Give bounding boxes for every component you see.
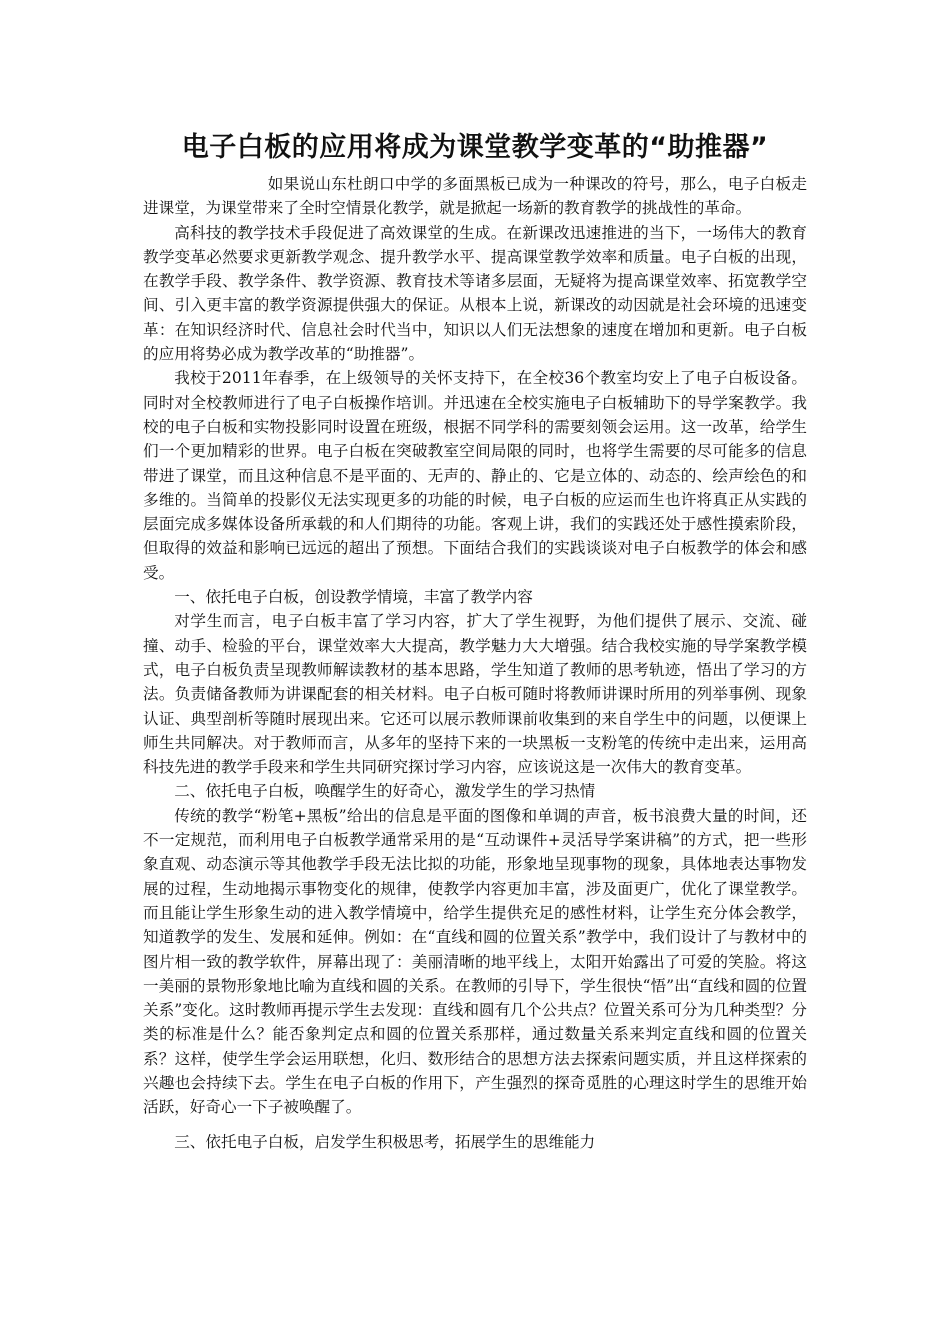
section-heading-3: 三、依托电子白板，启发学生积极思考，拓展学生的思维能力 <box>174 1132 596 1151</box>
paragraph-section-1-body: 对学生而言，电子白板丰富了学习内容，扩大了学生视野，为他们提供了展示、交流、碰撞、动手、检验的平台，课堂效率大大提高，教学魅力大大增强。结合我校实施的导学案教学模式，电子白板负责呈现教师解读教材的基本思路，学生知道了教师的思考轨迹，悟出了学习的方法。负责储备教师为讲课配套的相关材料。电子白板可随时将教师讲课时所用的列举事例、现象认证、典型剖析等随时展现出来。它还可以展示教师课前收集到的来自学生中的问题，以便课上师生共同解决。对于教师而言，从多年的坚持下来的一块黑板一支粉笔的传统中走出来，运用高科技先进的教学手段来和学生共同研究探讨学习内容，应该说这是一次伟大的教育变革。 <box>143 612 807 777</box>
document-title: 电子白板的应用将成为课堂教学变革的“助推器” <box>181 132 769 163</box>
paragraph-school-practice: 我校于2011年春季，在上级领导的关怀支持下，在全校36个教室均安上了电子白板设备。同时对全校教师进行了电子白板操作培训。并迅速在全校实施电子白板辅助下的导学案教学。我校的电子白板和实物投影同时设置在班级，根据不同学科的需要刻领会运用。这一改革，给学生们一个更加精彩的世界。电子白板在突破教室空间局限的同时，也将学生需要的尽可能多的信息带进了课堂，而且这种信息不是平面的、无声的、静止的、它是立体的、动态的、绘声绘色的和多维的。当简单的投影仪无法实现更多的功能的时候，电子白板的应运而生也许将真正从实践的层面完成多媒体设备所承载的和人们期待的功能。客观上讲，我们的实践还处于感性摸索阶段，但取得的效益和影响已远远的超出了预想。下面结合我们的实践谈谈对电子白板教学的体会和感受。 <box>143 369 807 582</box>
paragraph-section-2-body: 传统的教学“粉笔+黑板”给出的信息是平面的图像和单调的声音，板书浪费大量的时间，还不一定规范，而利用电子白板教学通常采用的是“互动课件+灵活导学案讲稿”的方式，把一些形象直观、动态演示等其他教学手段无法比拟的功能，形象地呈现事物的现象，具体地表达事物发展的过程，生动地揭示事物变化的规律，使教学内容更加丰富，涉及面更广，优化了课堂教学。而且能让学生形象生动的进入教学情境中，给学生提供充足的感性材料，让学生充分体会教学，知道教学的发生、发展和延伸。例如：在“直线和圆的位置关系”教学中，我们设计了与教材中的图片相一致的教学软件，屏幕出现了：美丽清晰的地平线上，太阳开始露出了可爱的笑脸。将这一美丽的景物形象地比喻为直线和圆的关系。在教师的引导下，学生很快“悟”出“直线和圆的位置关系”变化。这时教师再提示学生去发现：直线和圆有几个公共点？位置关系可分为几种类型？分类的标准是什么？能否象判定点和圆的位置关系那样，通过数量关系来判定直线和圆的位置关系？这样，使学生学会运用联想，化归、数形结合的思想方法去探索问题实质，并且这样探索的兴趣也会持续下去。学生在电子白板的作用下，产生强烈的探奇觅胜的心理这时学生的思维开始活跃，好奇心一下子被唤醒了。 <box>143 806 807 1117</box>
document-body <box>143 128 807 1154</box>
paragraph-tech-promotes-efficiency: 高科技的教学技术手段促进了高效课堂的生成。在新课改迅速推进的当下，一场伟大的教育教学变革必然要求更新教学观念、提升教学水平、提高课堂教学效率和质量。电子白板的出现，在教学手段、教学条件、教学资源、教育技术等诸多层面，无疑将为提高课堂效率、拓宽教学空间、引入更丰富的教学资源提供强大的保证。从根本上说，新课改的动因就是社会环境的迅速变革：在知识经济时代、信息社会时代当中，知识以人们无法想象的速度在增加和更新。电子白板的应用将势必成为教学改革的“助推器”。 <box>143 223 807 364</box>
section-heading-1: 一、依托电子白板，创设教学情境，丰富了教学内容 <box>174 588 533 607</box>
intro-paragraph: 如果说山东杜朗口中学的多面黑板已成为一种课改的符号，那么，电子白板走进课堂，为课堂带来了全时空情景化教学，就是掀起一场新的教育教学的挑战性的革命。 <box>143 175 807 218</box>
section-heading-2: 二、依托电子白板，唤醒学生的好奇心，激发学生的学习热情 <box>174 782 596 801</box>
